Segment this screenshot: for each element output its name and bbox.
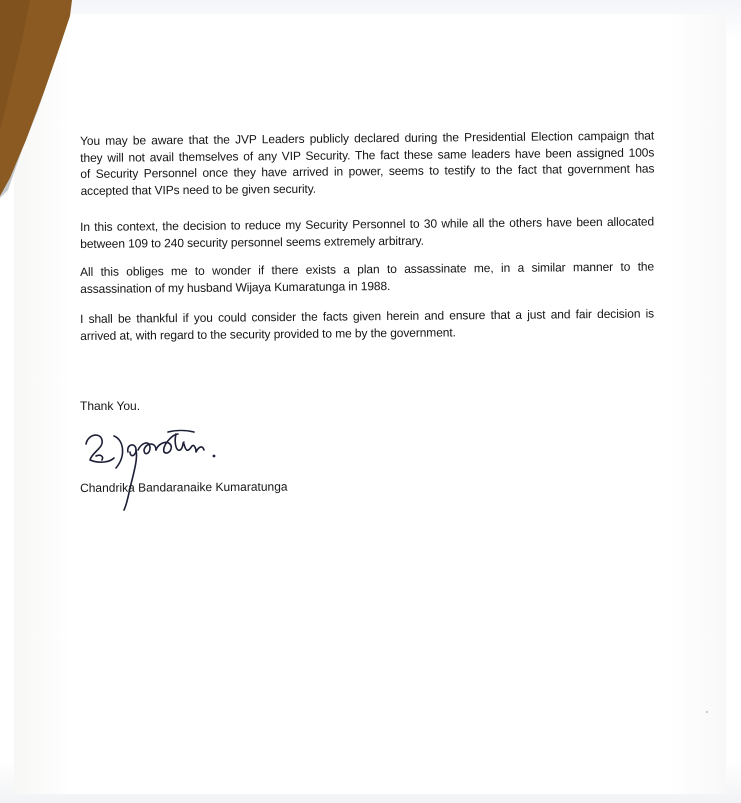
- paragraph-1-line-3: of Security Personnel once they have arrived in power, seems to testify to the fact that government has: [80, 161, 655, 181]
- paragraph-3-line-1: All this obliges me to wonder if there exists a plan to assassinate me, in a similar manner to the: [80, 259, 655, 279]
- paper-speck: [706, 711, 708, 713]
- paragraph-3: [80, 258, 654, 297]
- paragraph-1-line-1: You may be aware that the JVP Leaders publicly declared during the Presidential Election campaign that: [80, 128, 655, 148]
- paragraph-3-line-2: assassination of my husband Wijaya Kumaratunga in 1988.: [80, 278, 391, 296]
- handwritten-signature: [80, 422, 220, 512]
- paragraph-1-line-4: accepted that VIPs need to be given security.: [80, 181, 317, 198]
- paragraph-4: [80, 305, 654, 344]
- paragraph-2-line-2: between 109 to 240 security personnel seems extremely arbitrary.: [80, 233, 424, 251]
- closing-line: Thank You.: [80, 399, 141, 413]
- paragraph-4-line-1: I shall be thankful if you could consider the facts given herein and ensure that a just and fair decision is: [80, 306, 655, 326]
- paragraph-1: [80, 127, 655, 199]
- paragraph-2-line-1: In this context, the decision to reduce my Security Personnel to 30 while all the others have been allocated: [80, 214, 655, 234]
- paragraph-4-line-2: arrived at, with regard to the security provided to me by the government.: [80, 324, 456, 343]
- paragraph-2: [80, 213, 654, 252]
- paragraph-1-line-2: they will not avail themselves of any VIP Security. The fact these same leaders have been assigned 100s: [80, 144, 655, 165]
- signer-name: Chandrika Bandaranaike Kumaratunga: [80, 479, 288, 495]
